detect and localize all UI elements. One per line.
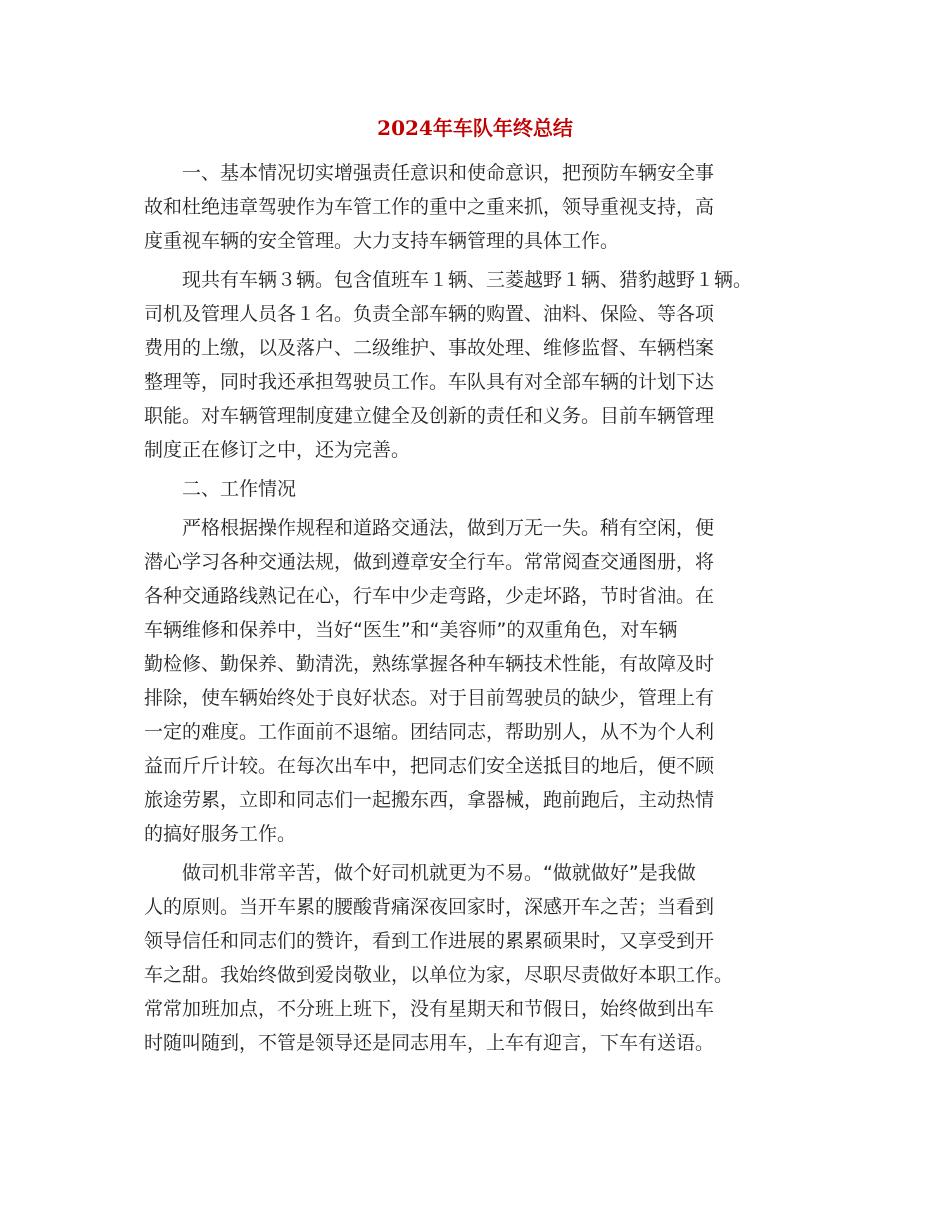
document-title: 2024年车队年终总结 (377, 116, 573, 140)
text-line: 司机及管理人员各１名。负责全部车辆的购置、油料、保险、等各项 (144, 303, 715, 325)
text-line: 制度正在修订之中，还为完善。 (144, 439, 411, 461)
text-line: 车之甜。我始终做到爱岗敬业，以单位为家，尽职尽责做好本职工作。 (144, 964, 734, 986)
text-line: 二、工作情况 (182, 478, 297, 500)
paragraph (144, 263, 824, 467)
paragraph (144, 856, 824, 1060)
text-line: 故和杜绝违章驾驶作为车管工作的重中之重来抓，领导重视支持，高 (144, 196, 715, 218)
text-line: 整理等，同时我还承担驾驶员工作。车队具有对全部车辆的计划下达 (144, 371, 715, 393)
text-line: 做司机非常辛苦，做个好司机就更为不易。“做就做好”是我做 (182, 862, 696, 884)
text-line: 人的原则。当开车累的腰酸背痛深夜回家时，深感开车之苦；当看到 (144, 896, 715, 918)
text-line: 一定的难度。工作面前不退缩。团结同志，帮助别人，从不为个人利 (144, 721, 715, 743)
text-line: 费用的上缴，以及落户、二级维护、事故处理、维修监督、车辆档案 (144, 337, 715, 359)
document-body (144, 156, 824, 1065)
text-line: 排除，使车辆始终处于良好状态。对于目前驾驶员的缺少，管理上有 (144, 687, 715, 709)
text-line: 旅途劳累，立即和同志们一起搬东西，拿器械，跑前跑后，主动热情 (144, 789, 715, 811)
text-line: 时随叫随到，不管是领导还是同志用车，上车有迎言，下车有送语。 (144, 1032, 715, 1054)
text-line: 各种交通路线熟记在心，行车中少走弯路，少走坏路，节时省油。在 (144, 585, 715, 607)
text-line: 现共有车辆３辆。包含值班车１辆、三菱越野１辆、猎豹越野１辆。 (182, 269, 753, 291)
paragraph (144, 472, 824, 506)
paragraph (144, 511, 824, 851)
text-line: 职能。对车辆管理制度建立健全及创新的责任和义务。目前车辆管理 (144, 405, 715, 427)
text-line: 的搞好服务工作。 (144, 823, 297, 845)
text-line: 潜心学习各种交通法规，做到遵章安全行车。常常阅查交通图册，将 (144, 551, 715, 573)
text-line: 领导信任和同志们的赞许，看到工作进展的累累硕果时，又享受到开 (144, 930, 715, 952)
text-line: 一、基本情况切实增强责任意识和使命意识，把预防车辆安全事 (182, 162, 715, 184)
paragraph (144, 156, 824, 258)
text-line: 常常加班加点，不分班上班下，没有星期天和节假日，始终做到出车 (144, 998, 715, 1020)
text-line: 车辆维修和保养中，当好“医生”和“美容师”的双重角色，对车辆 (144, 619, 678, 641)
text-line: 度重视车辆的安全管理。大力支持车辆管理的具体工作。 (144, 230, 620, 252)
text-line: 益而斤斤计较。在每次出车中，把同志们安全送抵目的地后，便不顾 (144, 755, 715, 777)
text-line: 勤检修、勤保养、勤清洗，熟练掌握各种车辆技术性能，有故障及时 (144, 653, 715, 675)
text-line: 严格根据操作规程和道路交通法，做到万无一失。稍有空闲，便 (182, 517, 715, 539)
